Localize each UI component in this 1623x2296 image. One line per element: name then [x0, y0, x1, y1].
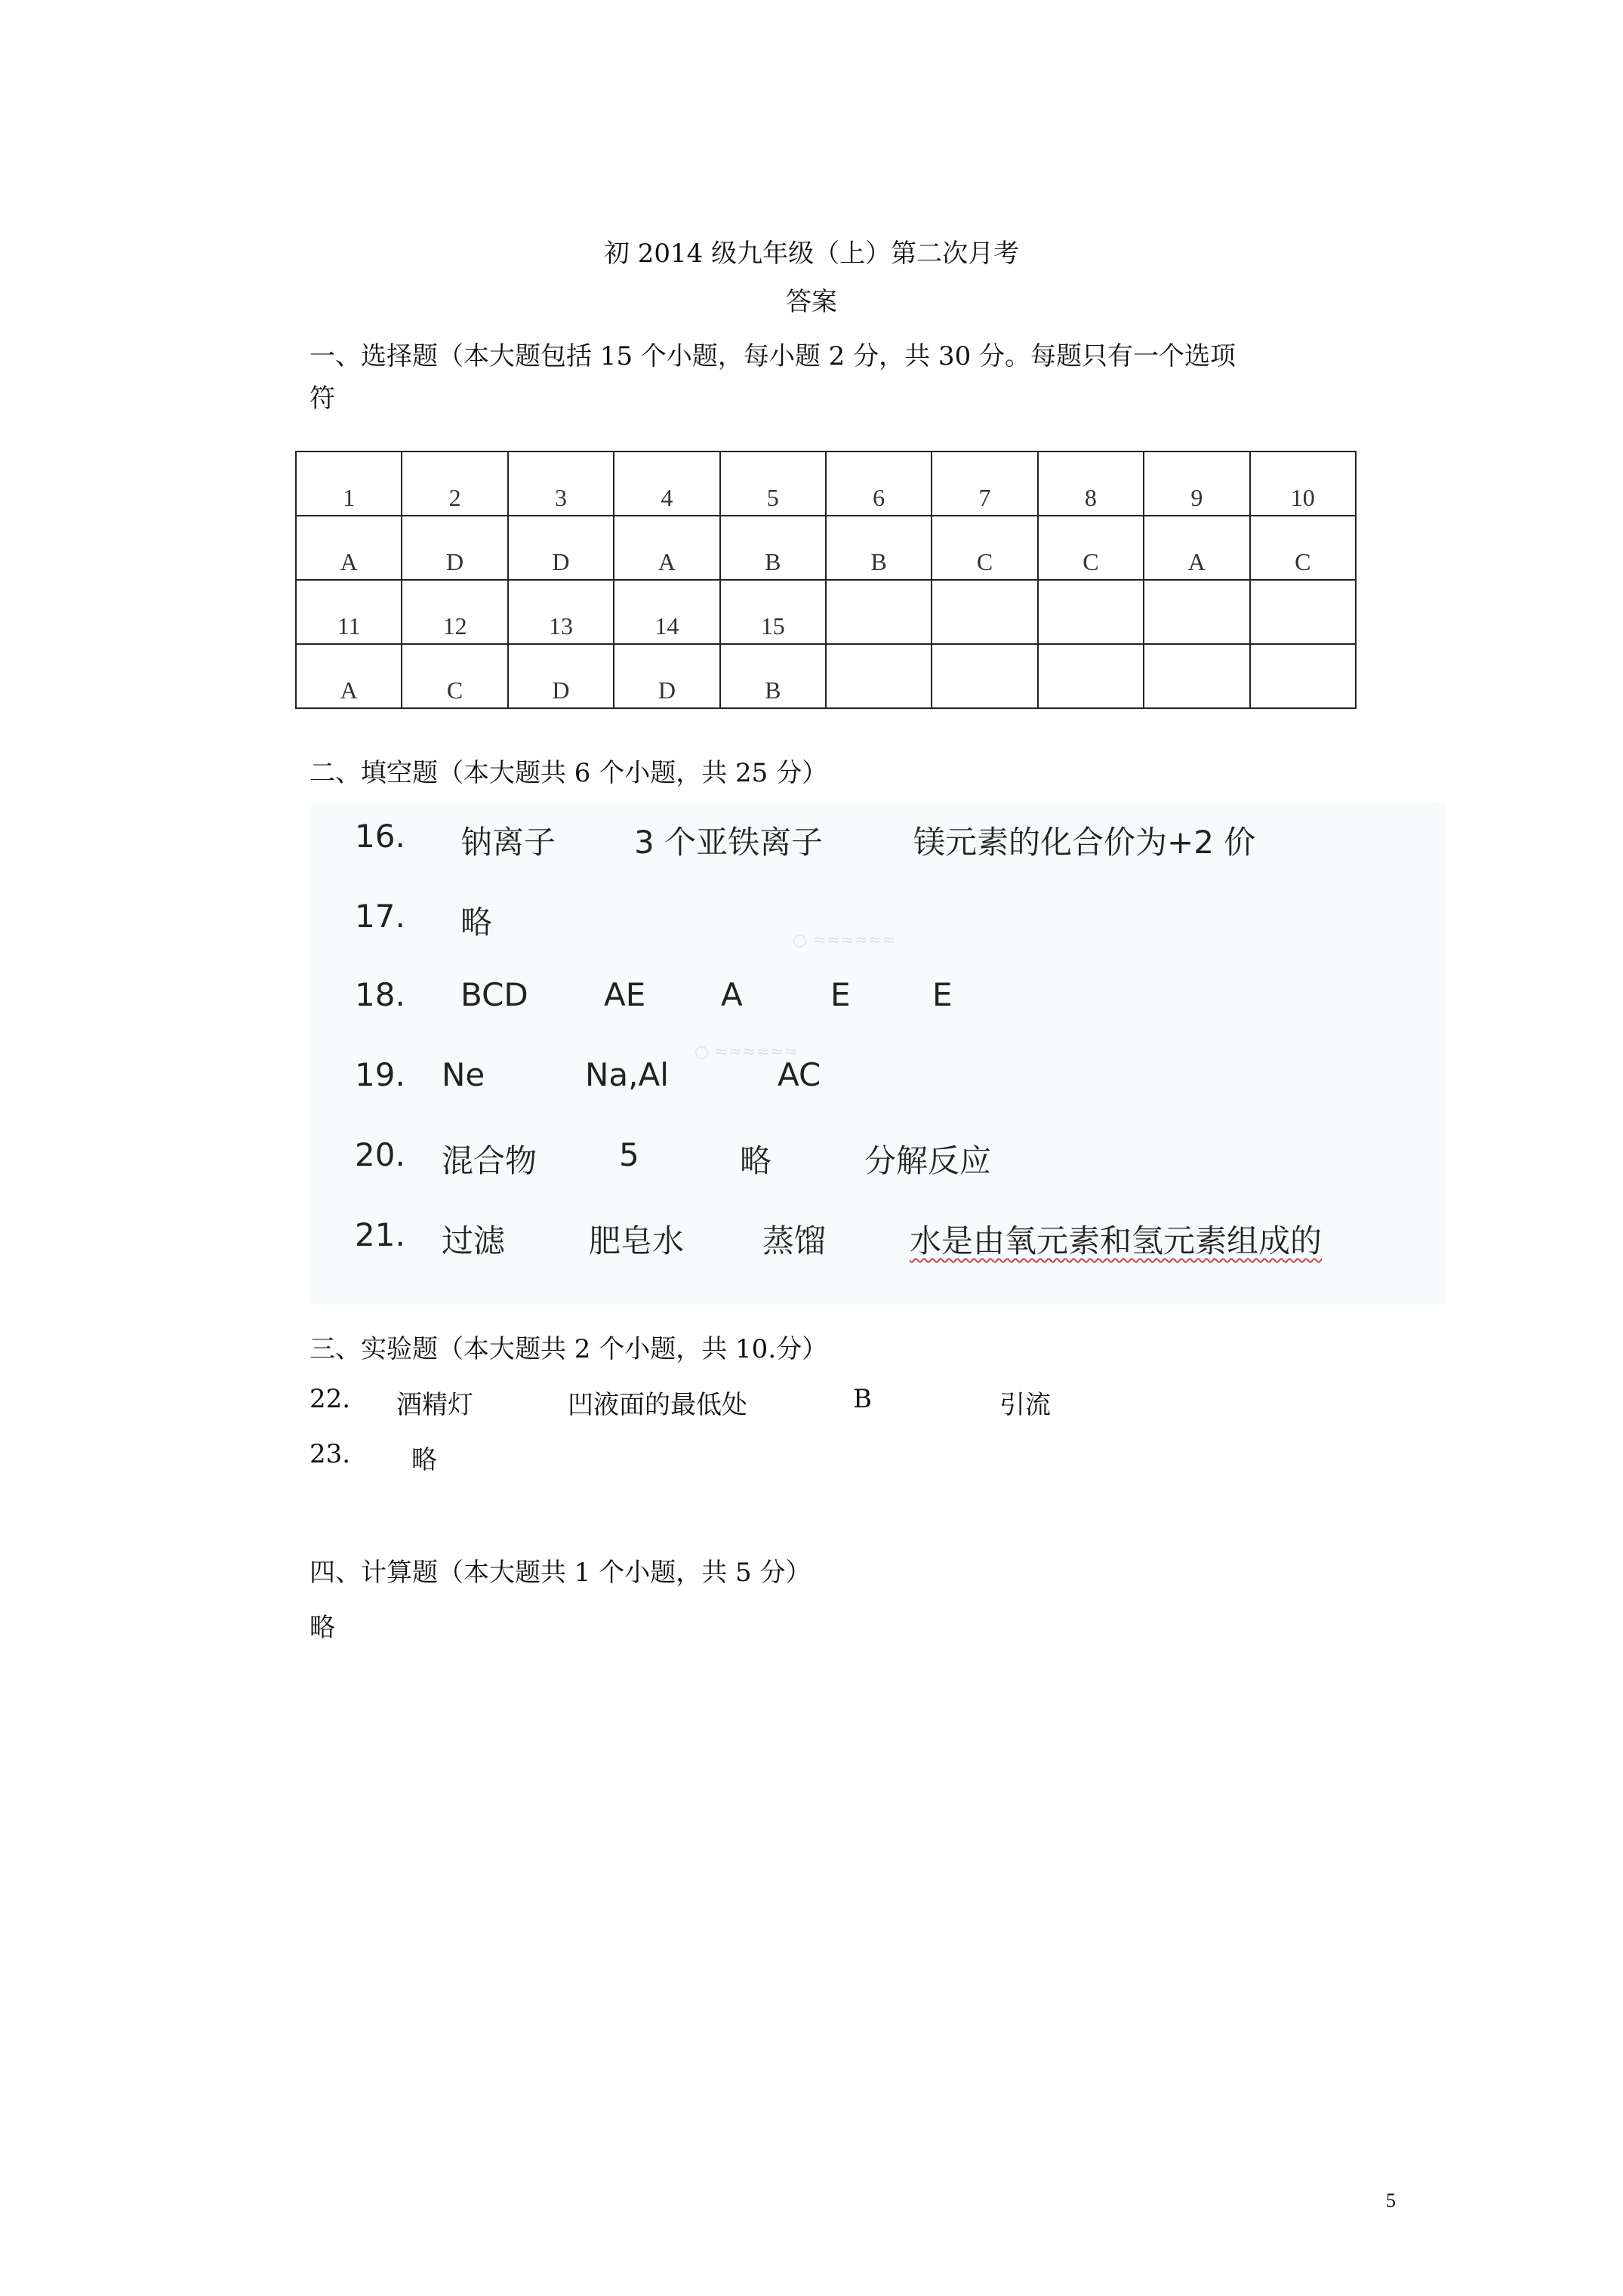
table-cell	[932, 644, 1037, 708]
table-cell: 11	[296, 580, 402, 644]
question-number: 18.	[355, 976, 405, 1013]
fill-row-16	[310, 818, 1446, 863]
table-cell: D	[614, 644, 719, 708]
answer-item: 略	[460, 904, 493, 941]
table-cell: 7	[932, 451, 1037, 516]
table-row	[296, 580, 1356, 644]
table-cell: 2	[402, 451, 507, 516]
answer-item: AE	[604, 976, 646, 1013]
section1-heading-cont: 符	[310, 384, 335, 414]
watermark: ○ ≈≈≈≈≈≈	[694, 1043, 798, 1062]
answer-item: AC	[778, 1056, 821, 1093]
page-number: 5	[1386, 2190, 1396, 2211]
table-row	[296, 516, 1356, 580]
calculation-answer: 略	[310, 1613, 335, 1643]
table-cell: C	[1038, 516, 1144, 580]
answer-item: 混合物	[442, 1142, 537, 1179]
table-cell: A	[296, 644, 402, 708]
table-cell: 13	[508, 580, 614, 644]
question-number: 23.	[310, 1439, 351, 1469]
table-cell: C	[1250, 516, 1356, 580]
answer-item: 镁元素的化合价为+2 价	[913, 824, 1256, 861]
table-cell: 4	[614, 451, 719, 516]
section3-heading: 三、实验题（本大题共 2 个小题，共 10.分）	[310, 1334, 828, 1364]
table-row	[296, 451, 1356, 516]
table-cell: A	[296, 516, 402, 580]
table-cell: D	[508, 644, 614, 708]
table-cell: 6	[826, 451, 932, 516]
table-cell: 12	[402, 580, 507, 644]
answer-item: 凹液面的最低处	[568, 1390, 747, 1420]
question-number: 22.	[310, 1384, 351, 1414]
table-cell: B	[826, 516, 932, 580]
table-cell: A	[614, 516, 719, 580]
answer-item: 肥皂水	[589, 1222, 685, 1259]
fill-row-20	[310, 1136, 1446, 1182]
table-cell: 5	[720, 451, 826, 516]
answer-item: B	[853, 1384, 872, 1414]
table-cell: C	[402, 644, 507, 708]
question-number: 21.	[355, 1216, 405, 1253]
table-cell: D	[508, 516, 614, 580]
answer-item: 水是由氧元素和氢元素组成的	[910, 1222, 1323, 1259]
table-cell: B	[720, 516, 826, 580]
table-cell: 9	[1144, 451, 1249, 516]
answer-item: 引流	[999, 1390, 1051, 1420]
section2-heading: 二、填空题（本大题共 6 个小题，共 25 分）	[310, 758, 828, 788]
answer-item: 酒精灯	[396, 1390, 473, 1420]
answer-item: E	[932, 976, 953, 1013]
table-cell	[1144, 580, 1249, 644]
table-cell	[826, 644, 932, 708]
answer-item: BCD	[460, 976, 528, 1013]
choice-answer-table	[295, 451, 1357, 709]
answer-item: A	[721, 976, 743, 1013]
table-cell: C	[932, 516, 1037, 580]
fill-row-21	[310, 1216, 1446, 1262]
answer-item: 略	[740, 1142, 772, 1179]
table-cell: 8	[1038, 451, 1144, 516]
answer-item: 过滤	[442, 1222, 506, 1259]
answer-item: Ne	[442, 1056, 485, 1093]
table-cell	[1250, 580, 1356, 644]
fill-in-answers-image	[310, 803, 1446, 1304]
table-row	[296, 644, 1356, 708]
table-cell	[1038, 580, 1144, 644]
question-number: 16.	[355, 818, 405, 855]
table-cell: 10	[1250, 451, 1356, 516]
table-cell: A	[1144, 516, 1249, 580]
answer-item: E	[830, 976, 851, 1013]
table-cell	[1038, 644, 1144, 708]
answer-item: 蒸馏	[762, 1222, 827, 1259]
answer-item: Na,Al	[585, 1056, 669, 1093]
table-cell: 15	[720, 580, 826, 644]
document-title: 初 2014 级九年级（上）第二次月考	[603, 239, 1020, 269]
section1-heading: 一、选择题（本大题包括 15 个小题，每小题 2 分，共 30 分。每题只有一个选项	[310, 341, 1236, 371]
answer-item: 略	[411, 1445, 437, 1475]
table-cell	[826, 580, 932, 644]
table-cell: D	[402, 516, 507, 580]
fill-row-17	[310, 898, 1446, 943]
table-cell	[932, 580, 1037, 644]
question-number: 17.	[355, 898, 405, 935]
question-number: 20.	[355, 1136, 405, 1173]
document-subtitle: 答案	[786, 287, 837, 317]
answer-item: 3 个亚铁离子	[634, 824, 824, 861]
watermark: ○ ≈≈≈≈≈≈	[793, 931, 896, 950]
answer-item: 分解反应	[864, 1142, 992, 1179]
table-cell	[1250, 644, 1356, 708]
fill-row-18	[310, 976, 1446, 1022]
question-number: 19.	[355, 1056, 405, 1093]
table-cell: 3	[508, 451, 614, 516]
table-cell: 14	[614, 580, 719, 644]
answer-item: 钠离子	[460, 824, 556, 861]
table-cell: 1	[296, 451, 402, 516]
section4-heading: 四、计算题（本大题共 1 个小题，共 5 分）	[310, 1558, 812, 1588]
answer-item: 5	[619, 1136, 639, 1173]
table-cell	[1144, 644, 1249, 708]
table-cell: B	[720, 644, 826, 708]
fill-row-19	[310, 1056, 1446, 1102]
